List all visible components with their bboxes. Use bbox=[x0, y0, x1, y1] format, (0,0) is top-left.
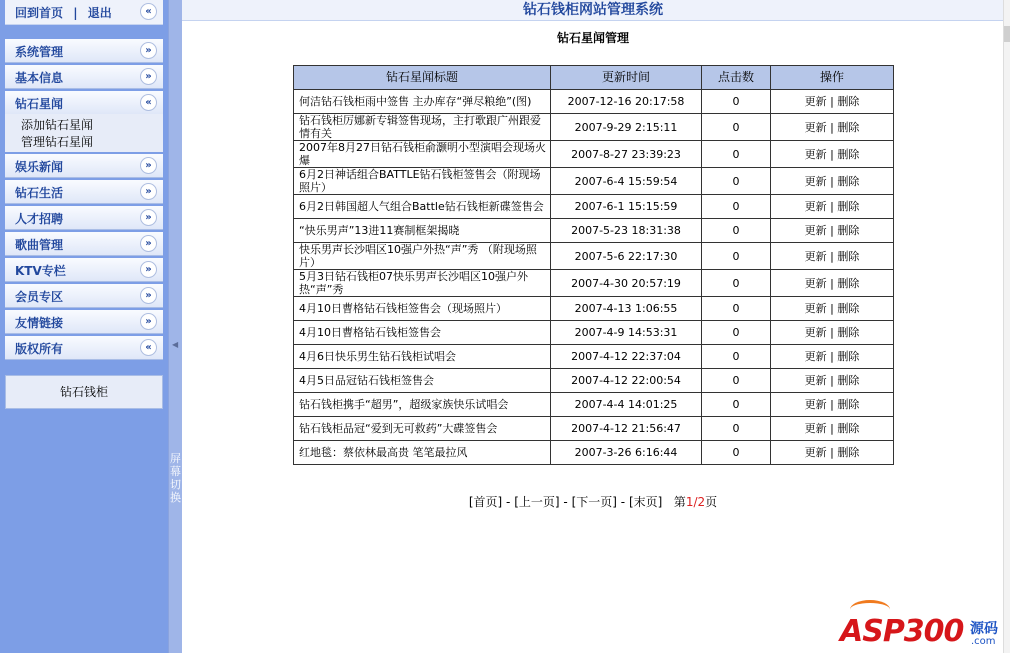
pagination bbox=[182, 493, 1004, 510]
cell-title: 钻石钱柜携手“超男”，超级家族快乐试唱会 bbox=[294, 393, 551, 417]
cell-actions bbox=[771, 369, 894, 393]
current-page: 1 bbox=[685, 495, 694, 509]
sidebar-top-bar bbox=[5, 0, 163, 25]
menu-label: 歌曲管理 bbox=[15, 238, 64, 252]
submenu-item-manage[interactable]: 管理钻石星闻 bbox=[21, 135, 94, 149]
chevron-down-icon: » bbox=[140, 183, 157, 200]
cell-clicks: 0 bbox=[702, 114, 771, 141]
page-indicator bbox=[674, 495, 717, 509]
action-separator: | bbox=[830, 224, 834, 237]
table-row bbox=[294, 417, 894, 441]
cell-actions bbox=[771, 90, 894, 114]
cell-title: 快乐男声长沙唱区10强户外热“声”秀 （附现场照片） bbox=[294, 243, 551, 270]
delete-link[interactable]: 删除 bbox=[837, 95, 860, 108]
menu-ktv[interactable] bbox=[5, 258, 163, 282]
menu-label: 会员专区 bbox=[15, 290, 64, 304]
cell-title: 何洁钻石钱柜雨中签售 主办库存“弹尽粮绝”(图) bbox=[294, 90, 551, 114]
watermark-source: 源码 bbox=[970, 621, 998, 637]
menu-label: KTV专栏 bbox=[15, 264, 66, 278]
delete-link[interactable]: 删除 bbox=[837, 224, 860, 237]
cell-title: 钻石钱柜品冠“爱到无可救药”大碟签售会 bbox=[294, 417, 551, 441]
page-slash: / bbox=[693, 495, 698, 509]
table-row bbox=[294, 141, 894, 168]
cell-actions bbox=[771, 441, 894, 465]
cell-title: 4月5日品冠钻石钱柜签售会 bbox=[294, 369, 551, 393]
table-row bbox=[294, 270, 894, 297]
cell-clicks: 0 bbox=[702, 141, 771, 168]
action-separator: | bbox=[830, 374, 834, 387]
cell-clicks: 0 bbox=[702, 393, 771, 417]
update-link[interactable]: 更新 bbox=[804, 446, 827, 459]
submenu-item-add[interactable]: 添加钻石星闻 bbox=[21, 118, 94, 132]
action-separator: | bbox=[830, 302, 834, 315]
action-separator: | bbox=[830, 174, 834, 188]
action-separator: | bbox=[830, 326, 834, 339]
menu-members[interactable] bbox=[5, 284, 163, 308]
menu-entertainment[interactable] bbox=[5, 154, 163, 178]
delete-link[interactable]: 删除 bbox=[837, 276, 860, 290]
action-separator: | bbox=[830, 276, 834, 290]
table-row bbox=[294, 195, 894, 219]
main-content bbox=[182, 0, 1010, 653]
cell-actions bbox=[771, 270, 894, 297]
table-row bbox=[294, 243, 894, 270]
chevron-down-icon: » bbox=[140, 209, 157, 226]
first-page-link[interactable]: [首页] bbox=[468, 495, 503, 509]
chevron-up-icon: « bbox=[140, 94, 157, 111]
delete-link[interactable]: 删除 bbox=[837, 200, 860, 213]
cell-time: 2007-5-6 22:17:30 bbox=[551, 243, 702, 270]
cell-title: 2007年8月27日钻石钱柜俞灏明小型演唱会现场火爆 bbox=[294, 141, 551, 168]
action-separator: | bbox=[830, 398, 834, 411]
asp300-watermark-logo bbox=[838, 600, 1008, 650]
cell-time: 2007-12-16 20:17:58 bbox=[551, 90, 702, 114]
pager-dash: - bbox=[506, 495, 511, 509]
cell-actions bbox=[771, 297, 894, 321]
cell-time: 2007-8-27 23:39:23 bbox=[551, 141, 702, 168]
cell-clicks: 0 bbox=[702, 219, 771, 243]
scrollbar-thumb[interactable] bbox=[1004, 26, 1010, 42]
cell-time: 2007-4-12 22:37:04 bbox=[551, 345, 702, 369]
diamond-ktv-button[interactable]: 钻石钱柜 bbox=[5, 375, 163, 409]
column-header-time: 更新时间 bbox=[551, 66, 702, 90]
action-separator: | bbox=[830, 95, 834, 108]
page-title: 钻石星闻管理 bbox=[556, 31, 629, 45]
logout-link[interactable]: 退出 bbox=[87, 6, 112, 20]
cell-actions bbox=[771, 321, 894, 345]
cell-time: 2007-4-9 14:53:31 bbox=[551, 321, 702, 345]
last-page-link[interactable]: [末页] bbox=[628, 495, 663, 509]
cell-clicks: 0 bbox=[702, 321, 771, 345]
cell-title: 6月2日神话组合BATTLE钻石钱柜签售会（附现场照片） bbox=[294, 168, 551, 195]
update-link[interactable]: 更新 bbox=[804, 374, 827, 387]
delete-link[interactable]: 删除 bbox=[837, 174, 860, 188]
column-header-title: 钻石星闻标题 bbox=[294, 66, 551, 90]
cell-time: 2007-6-4 15:59:54 bbox=[551, 168, 702, 195]
cell-title: 钻石钱柜厉娜新专辑签售现场，主打歌跟广州跟爱情有关 bbox=[294, 114, 551, 141]
column-header-clicks: 点击数 bbox=[702, 66, 771, 90]
action-separator: | bbox=[830, 120, 834, 134]
menu-label: 钻石生活 bbox=[15, 186, 64, 200]
menu-label: 系统管理 bbox=[15, 45, 64, 59]
update-link[interactable]: 更新 bbox=[804, 326, 827, 339]
update-link[interactable]: 更新 bbox=[804, 350, 827, 363]
menu-label: 友情链接 bbox=[15, 316, 64, 330]
table-row bbox=[294, 393, 894, 417]
action-separator: | bbox=[830, 350, 834, 363]
cell-clicks: 0 bbox=[702, 195, 771, 219]
menu-label: 版权所有 bbox=[15, 342, 64, 356]
collapse-sidebar-icon[interactable]: « bbox=[140, 3, 157, 20]
cell-actions bbox=[771, 393, 894, 417]
toggle-arrow-icon[interactable]: ◀ bbox=[172, 340, 179, 349]
table-row bbox=[294, 114, 894, 141]
table-row bbox=[294, 90, 894, 114]
table-row bbox=[294, 219, 894, 243]
frame-splitter[interactable] bbox=[168, 0, 182, 653]
table-row bbox=[294, 441, 894, 465]
delete-link[interactable]: 删除 bbox=[837, 374, 860, 387]
menu-diamond-life[interactable] bbox=[5, 180, 163, 204]
next-page-link[interactable]: [下一页] bbox=[571, 495, 617, 509]
chevron-down-icon: » bbox=[140, 68, 157, 85]
update-link[interactable]: 更新 bbox=[804, 120, 827, 134]
action-separator: | bbox=[830, 446, 834, 459]
cell-title: 4月10日曹格钻石钱柜签售会（现场照片） bbox=[294, 297, 551, 321]
delete-link[interactable]: 删除 bbox=[837, 147, 860, 161]
cell-title: “快乐男声”13进11赛制框架揭晓 bbox=[294, 219, 551, 243]
update-link[interactable]: 更新 bbox=[804, 249, 827, 263]
update-link[interactable]: 更新 bbox=[804, 95, 827, 108]
cell-time: 2007-5-23 18:31:38 bbox=[551, 219, 702, 243]
cell-actions bbox=[771, 195, 894, 219]
chevron-down-icon: » bbox=[140, 287, 157, 304]
prev-page-link[interactable]: [上一页] bbox=[514, 495, 560, 509]
chevron-down-icon: » bbox=[140, 42, 157, 59]
chevron-down-icon: » bbox=[140, 235, 157, 252]
delete-link[interactable]: 删除 bbox=[837, 249, 860, 263]
cell-clicks: 0 bbox=[702, 417, 771, 441]
update-link[interactable]: 更新 bbox=[804, 224, 827, 237]
cell-title: 红地毯：蔡依林最高贵 笔笔最拉风 bbox=[294, 441, 551, 465]
delete-link[interactable]: 删除 bbox=[837, 422, 860, 435]
page-suffix: 页 bbox=[705, 495, 718, 509]
cell-clicks: 0 bbox=[702, 270, 771, 297]
cell-title: 4月10日曹格钻石钱柜签售会 bbox=[294, 321, 551, 345]
cell-clicks: 0 bbox=[702, 90, 771, 114]
total-pages: 2 bbox=[697, 495, 706, 509]
pager-dash: - bbox=[563, 495, 568, 509]
sidebar bbox=[0, 0, 168, 653]
cell-time: 2007-4-4 14:01:25 bbox=[551, 393, 702, 417]
cell-time: 2007-3-26 6:16:44 bbox=[551, 441, 702, 465]
cell-clicks: 0 bbox=[702, 441, 771, 465]
table-row bbox=[294, 297, 894, 321]
table-header-row bbox=[294, 66, 894, 90]
column-header-actions: 操作 bbox=[771, 66, 894, 90]
action-separator: | bbox=[830, 147, 834, 161]
chevron-left-icon: « bbox=[140, 339, 157, 356]
menu-basic-info[interactable] bbox=[5, 65, 163, 89]
cell-title: 5月3日钻石钱柜07快乐男声长沙唱区10强户外热“声”秀 bbox=[294, 270, 551, 297]
delete-link[interactable]: 删除 bbox=[837, 302, 860, 315]
menu-system[interactable] bbox=[5, 39, 163, 63]
delete-link[interactable]: 删除 bbox=[837, 398, 860, 411]
cell-clicks: 0 bbox=[702, 168, 771, 195]
update-link[interactable]: 更新 bbox=[804, 200, 827, 213]
table-row bbox=[294, 369, 894, 393]
cell-time: 2007-4-12 21:56:47 bbox=[551, 417, 702, 441]
cell-actions bbox=[771, 219, 894, 243]
menu-label: 娱乐新闻 bbox=[15, 160, 64, 174]
update-link[interactable]: 更新 bbox=[804, 398, 827, 411]
screen-switch-label[interactable]: 屏幕切换 bbox=[170, 452, 181, 504]
page-prefix: 第 bbox=[673, 495, 686, 509]
cell-clicks: 0 bbox=[702, 369, 771, 393]
update-link[interactable]: 更新 bbox=[804, 174, 827, 188]
news-table bbox=[293, 65, 894, 465]
menu-recruitment[interactable] bbox=[5, 206, 163, 230]
cell-actions bbox=[771, 243, 894, 270]
cell-time: 2007-4-30 20:57:19 bbox=[551, 270, 702, 297]
menu-friend-links[interactable] bbox=[5, 310, 163, 334]
chevron-down-icon: » bbox=[140, 313, 157, 330]
update-link[interactable]: 更新 bbox=[804, 147, 827, 161]
action-separator: | bbox=[830, 422, 834, 435]
update-link[interactable]: 更新 bbox=[804, 276, 827, 290]
page-header: 钻石钱柜网站管理系统 bbox=[182, 0, 1004, 21]
cell-actions bbox=[771, 417, 894, 441]
table-row bbox=[294, 321, 894, 345]
table-row bbox=[294, 168, 894, 195]
cell-title: 6月2日韩国超人气组合Battle钻石钱柜新碟签售会 bbox=[294, 195, 551, 219]
cell-time: 2007-4-12 22:00:54 bbox=[551, 369, 702, 393]
cell-clicks: 0 bbox=[702, 297, 771, 321]
cell-actions bbox=[771, 345, 894, 369]
menu-copyright[interactable] bbox=[5, 336, 163, 360]
cell-title: 4月6日快乐男生钻石钱柜试唱会 bbox=[294, 345, 551, 369]
chevron-down-icon: » bbox=[140, 261, 157, 278]
cell-clicks: 0 bbox=[702, 345, 771, 369]
delete-link[interactable]: 删除 bbox=[837, 446, 860, 459]
cell-actions bbox=[771, 114, 894, 141]
scrollbar[interactable] bbox=[1003, 0, 1010, 653]
delete-link[interactable]: 删除 bbox=[837, 120, 860, 134]
table-row bbox=[294, 345, 894, 369]
home-link[interactable]: 回到首页 bbox=[15, 6, 64, 20]
cell-actions bbox=[771, 141, 894, 168]
menu-label: 人才招聘 bbox=[15, 212, 64, 226]
action-separator: | bbox=[830, 249, 834, 263]
delete-link[interactable]: 删除 bbox=[837, 350, 860, 363]
submenu-diamond-news bbox=[5, 114, 163, 152]
cell-time: 2007-4-13 1:06:55 bbox=[551, 297, 702, 321]
delete-link[interactable]: 删除 bbox=[837, 326, 860, 339]
cell-clicks: 0 bbox=[702, 243, 771, 270]
watermark-domain: .com bbox=[971, 636, 996, 647]
menu-label: 基本信息 bbox=[15, 71, 64, 85]
menu-diamond-news[interactable] bbox=[5, 91, 163, 115]
cell-actions bbox=[771, 168, 894, 195]
chevron-down-icon: » bbox=[140, 157, 157, 174]
pager-dash: - bbox=[620, 495, 626, 509]
cell-time: 2007-6-1 15:15:59 bbox=[551, 195, 702, 219]
watermark-brand: ASP300 bbox=[840, 614, 964, 649]
menu-label: 钻石星闻 bbox=[15, 97, 64, 111]
cell-time: 2007-9-29 2:15:11 bbox=[551, 114, 702, 141]
update-link[interactable]: 更新 bbox=[804, 422, 827, 435]
link-separator: | bbox=[73, 6, 78, 20]
action-separator: | bbox=[830, 200, 834, 213]
menu-songs[interactable] bbox=[5, 232, 163, 256]
update-link[interactable]: 更新 bbox=[804, 302, 827, 315]
